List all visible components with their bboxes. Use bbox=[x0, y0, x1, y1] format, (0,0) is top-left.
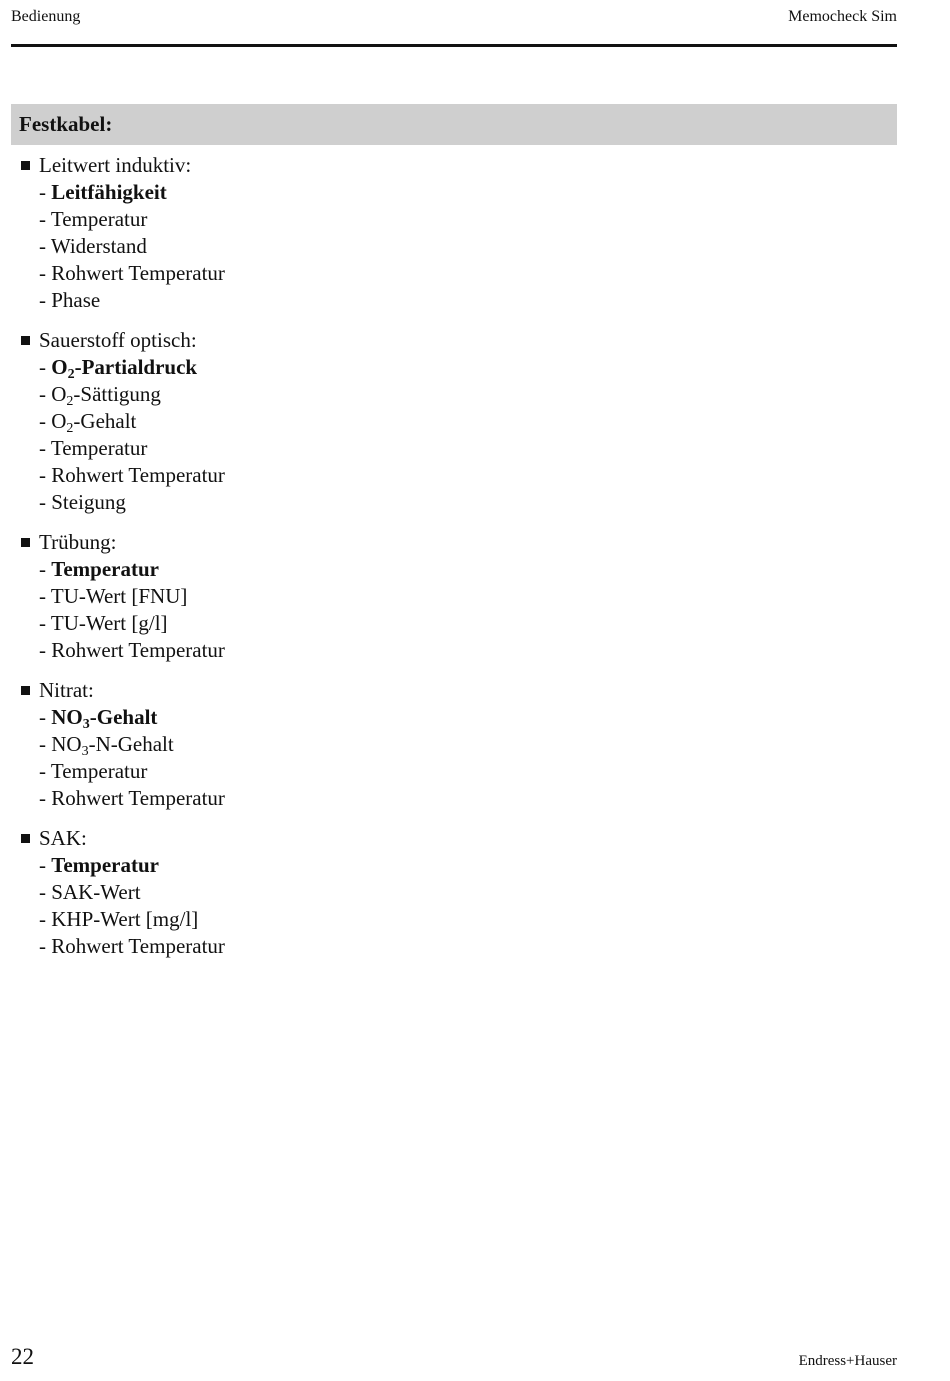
item-text: - bbox=[39, 705, 52, 729]
measured-value-item bbox=[18, 260, 618, 287]
item-text: - bbox=[39, 180, 52, 204]
sensor-group-title-text: SAK: bbox=[39, 826, 87, 850]
item-text: - Rohwert Temperatur bbox=[39, 638, 225, 662]
sensor-group bbox=[18, 152, 618, 314]
section-title: Festkabel: bbox=[19, 112, 113, 136]
sensor-group-title bbox=[18, 152, 618, 179]
subscript-text: 2 bbox=[66, 421, 74, 436]
item-text: - O bbox=[39, 409, 67, 433]
sensor-group-title-text: Sauerstoff optisch: bbox=[39, 328, 197, 352]
item-text: - Rohwert Temperatur bbox=[39, 786, 225, 810]
default-value-text: NO bbox=[51, 705, 83, 729]
sensor-group bbox=[18, 825, 618, 960]
measured-value-item bbox=[18, 933, 618, 960]
default-value-text: -Gehalt bbox=[89, 705, 158, 729]
item-text: - Temperatur bbox=[39, 207, 148, 231]
default-value-text: -Partialdruck bbox=[74, 355, 198, 379]
header-divider bbox=[11, 44, 897, 47]
page-footer bbox=[11, 1342, 897, 1374]
square-bullet-icon bbox=[21, 538, 30, 547]
item-text: -Sättigung bbox=[73, 382, 161, 406]
measured-value-item bbox=[18, 556, 618, 583]
subscript-text: 2 bbox=[66, 394, 74, 409]
sensor-group bbox=[18, 677, 618, 812]
item-text: - Widerstand bbox=[39, 234, 147, 258]
item-text: - Steigung bbox=[39, 490, 126, 514]
measured-value-item bbox=[18, 489, 618, 516]
measured-value-item bbox=[18, 610, 618, 637]
item-text: - Rohwert Temperatur bbox=[39, 934, 225, 958]
item-text: - bbox=[39, 853, 52, 877]
item-text: -N-Gehalt bbox=[88, 732, 174, 756]
sensor-group bbox=[18, 327, 618, 516]
measured-value-item bbox=[18, 179, 618, 206]
header-product-name: Memocheck Sim bbox=[788, 8, 897, 25]
sensor-group-title bbox=[18, 677, 618, 704]
item-text: -Gehalt bbox=[73, 409, 137, 433]
sensor-group bbox=[18, 529, 618, 664]
sensor-group-title-text: Leitwert induktiv: bbox=[39, 153, 192, 177]
brand-name: Endress+Hauser bbox=[798, 1353, 897, 1369]
default-value-text: Leitfähigkeit bbox=[51, 180, 167, 204]
item-text: - Temperatur bbox=[39, 436, 148, 460]
measured-value-item bbox=[18, 879, 618, 906]
subscript-text: 2 bbox=[67, 367, 75, 382]
measured-value-item bbox=[18, 287, 618, 314]
sensor-group-title bbox=[18, 327, 618, 354]
sensor-group-title-text: Nitrat: bbox=[39, 678, 94, 702]
square-bullet-icon bbox=[21, 686, 30, 695]
measured-value-item bbox=[18, 852, 618, 879]
measured-value-item bbox=[18, 233, 618, 260]
square-bullet-icon bbox=[21, 336, 30, 345]
item-text: - KHP-Wert [mg/l] bbox=[39, 907, 199, 931]
section-heading-bar bbox=[11, 104, 897, 145]
header-section-label: Bedienung bbox=[11, 8, 81, 25]
measured-value-item bbox=[18, 583, 618, 610]
sensor-group-title-text: Trübung: bbox=[39, 530, 117, 554]
item-text: - bbox=[39, 355, 52, 379]
item-text: - TU-Wert [FNU] bbox=[39, 584, 188, 608]
sensor-group-title bbox=[18, 825, 618, 852]
measured-value-item bbox=[18, 906, 618, 933]
square-bullet-icon bbox=[21, 834, 30, 843]
sensor-group-title bbox=[18, 529, 618, 556]
measured-value-item bbox=[18, 381, 618, 408]
measured-value-item bbox=[18, 354, 618, 381]
page-header bbox=[11, 6, 897, 28]
default-value-text: Temperatur bbox=[51, 557, 159, 581]
measured-value-item bbox=[18, 206, 618, 233]
page-number: 22 bbox=[11, 1344, 34, 1369]
measured-value-item bbox=[18, 637, 618, 664]
default-value-text: O bbox=[51, 355, 68, 379]
item-text: - Rohwert Temperatur bbox=[39, 463, 225, 487]
measured-value-item bbox=[18, 731, 618, 758]
item-text: - bbox=[39, 557, 52, 581]
measured-value-item bbox=[18, 435, 618, 462]
item-text: - SAK-Wert bbox=[39, 880, 141, 904]
subscript-text: 3 bbox=[82, 717, 90, 732]
measured-value-item bbox=[18, 408, 618, 435]
item-text: - Phase bbox=[39, 288, 101, 312]
measured-value-item bbox=[18, 462, 618, 489]
item-text: - TU-Wert [g/l] bbox=[39, 611, 168, 635]
measured-value-item bbox=[18, 704, 618, 731]
item-text: - O bbox=[39, 382, 67, 406]
item-text: - Rohwert Temperatur bbox=[39, 261, 225, 285]
measured-value-item bbox=[18, 758, 618, 785]
sensor-groups-list bbox=[18, 152, 618, 973]
item-text: - NO bbox=[39, 732, 82, 756]
square-bullet-icon bbox=[21, 161, 30, 170]
item-text: - Temperatur bbox=[39, 759, 148, 783]
default-value-text: Temperatur bbox=[51, 853, 159, 877]
measured-value-item bbox=[18, 785, 618, 812]
subscript-text: 3 bbox=[81, 744, 89, 759]
